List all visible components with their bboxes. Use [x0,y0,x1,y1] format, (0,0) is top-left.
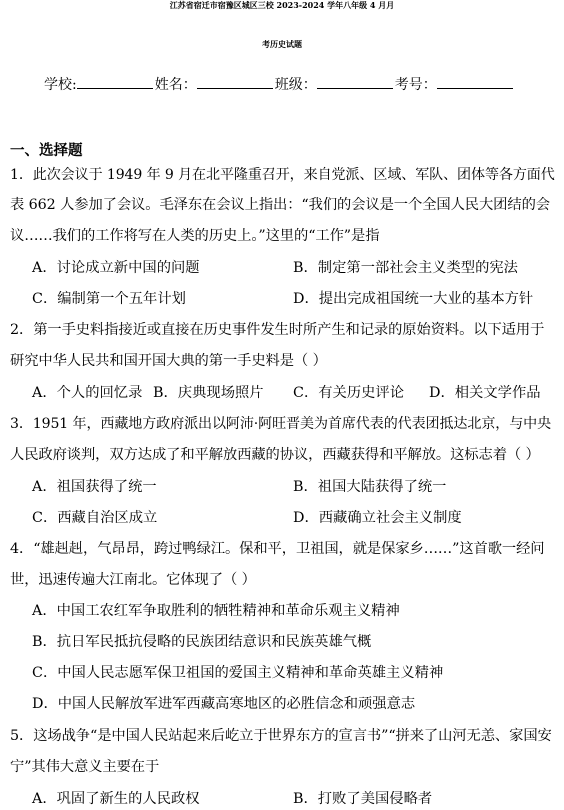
question-2-option-b[interactable]: B．庆典现场照片 [153,385,264,401]
question-4-option-a[interactable]: A．中国工农红军争取胜利的牺牲精神和革命乐观主义精神 [32,603,400,619]
question-5-option-a[interactable]: A．巩固了新生的人民政权 [32,791,200,807]
question-4-option-b[interactable]: B．抗日军民抵抗侵略的民族团结意识和民族英雄气概 [32,634,372,650]
question-4-option-c[interactable]: C．中国人民志愿军保卫祖国的爱国主义精神和革命英雄主义精神 [32,665,444,681]
question-3-text: 3．1951 年，西藏地方政府派出以阿沛·阿旺晋美为首席代表的代表团抵达北京，与中央 [10,416,552,432]
question-5-text: 宁”其伟大意义主要在于 [10,759,160,775]
name-blank[interactable] [197,74,273,89]
document-title-line2: 考历史试题 [262,39,302,49]
document-title-line1: 江苏省宿迁市宿豫区城区三校 2023-2024 学年八年级 4 月月 [169,0,395,10]
question-3-option-d[interactable]: D．西藏确立社会主义制度 [293,510,462,526]
question-1-option-b[interactable]: B．制定第一部社会主义类型的宪法 [293,260,518,276]
question-3-option-c[interactable]: C．西藏自治区成立 [32,510,158,526]
question-4-text: 世，迅速传遍大江南北。它体现了（ ） [10,572,256,588]
class-label: 班级： [274,77,317,93]
question-1-option-a[interactable]: A．讨论成立新中国的问题 [32,260,200,276]
question-5-option-b[interactable]: B．打败了美国侵略者 [293,791,433,807]
question-1-option-d[interactable]: D．提出完成祖国统一大业的基本方针 [293,291,534,307]
exam-no-label: 考号： [394,77,437,93]
section-heading: 一、选择题 [10,142,83,159]
question-1-text: 1．此次会议于 1949 年 9 月在北平隆重召开，来自党派、区域、军队、团体等各方面代 [10,167,555,183]
school-blank[interactable] [77,74,153,89]
question-3-text: 人民政府谈判，双方达成了和平解放西藏的协议，西藏获得和平解放。这标志着（ ） [10,447,540,463]
question-2-text: 2．第一手史料指接近或直接在历史事件发生时所产生和记录的原始资料。以下适用于 [10,322,545,338]
student-info-row [44,74,515,94]
question-5-text: 5．这场战争“是中国人民站起来后屹立于世界东方的宣言书”“拼来了山河无恙、家国安 [10,728,552,744]
question-4-text: 4．“雄赳赳，气昂昂，跨过鸭绿江。保和平，卫祖国，就是保家乡……”这首歌一经问 [10,541,545,557]
exam-no-blank[interactable] [437,74,513,89]
question-3-option-a[interactable]: A．祖国获得了统一 [32,479,157,495]
question-1-text: 表 662 人参加了会议。毛泽东在会议上指出：“我们的会议是一个全国人民大团结的会 [10,197,550,213]
question-1-text: 议……我们的工作将写在人类的历史上。”这里的“工作”是指 [10,228,380,244]
question-2-option-a[interactable]: A．个人的回忆录 [32,385,143,401]
question-2-option-d[interactable]: D．相关文学作品 [429,385,541,401]
question-3-option-b[interactable]: B．祖国大陆获得了统一 [293,479,447,495]
question-1-option-c[interactable]: C．编制第一个五年计划 [32,291,186,307]
question-4-option-d[interactable]: D．中国人民解放军进军西藏高寒地区的必胜信念和顽强意志 [32,696,416,712]
school-label: 学校: [44,77,77,93]
question-2-text: 研究中华人民共和国开国大典的第一手史料是（ ） [10,353,327,369]
class-blank[interactable] [317,74,393,89]
question-2-option-c[interactable]: C．有关历史评论 [293,385,405,401]
name-label: 姓名： [154,77,197,93]
